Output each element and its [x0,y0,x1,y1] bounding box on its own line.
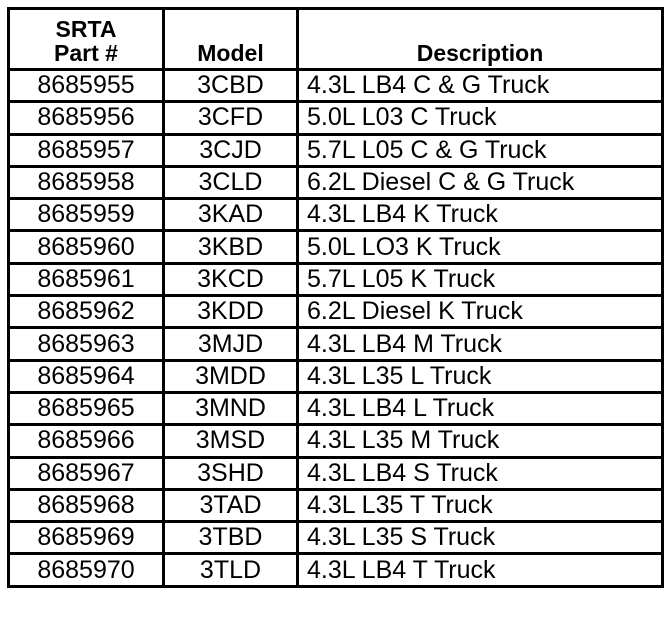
model-cell: 3TAD [164,489,298,521]
model-cell: 3MDD [164,360,298,392]
model-cell: 3MSD [164,425,298,457]
description-cell: 4.3L L35 L Truck [298,360,663,392]
table-row [9,134,663,166]
table-row [9,457,663,489]
table-header [9,9,663,70]
description-cell: 4.3L LB4 S Truck [298,457,663,489]
part-number-cell: 8685965 [9,392,164,424]
part-number-cell: 8685962 [9,296,164,328]
model-cell: 3TBD [164,522,298,554]
header-srta-part [9,9,164,70]
description-cell: 5.0L L03 C Truck [298,102,663,134]
description-cell: 6.2L Diesel C & G Truck [298,166,663,198]
table-row [9,360,663,392]
description-cell: 4.3L LB4 K Truck [298,199,663,231]
model-cell: 3CBD [164,70,298,102]
header-row [9,9,663,70]
part-number-cell: 8685957 [9,134,164,166]
description-cell: 5.7L L05 C & G Truck [298,134,663,166]
model-cell: 3KCD [164,263,298,295]
model-cell: 3KDD [164,296,298,328]
table-row [9,489,663,521]
table-row [9,199,663,231]
part-number-cell: 8685969 [9,522,164,554]
part-number-cell: 8685967 [9,457,164,489]
description-cell: 5.7L L05 K Truck [298,263,663,295]
model-cell: 3CJD [164,134,298,166]
table-row [9,522,663,554]
table-body [9,70,663,587]
table-row [9,425,663,457]
part-number-cell: 8685956 [9,102,164,134]
part-number-cell: 8685966 [9,425,164,457]
description-cell: 4.3L L35 S Truck [298,522,663,554]
header-srta-label: SRTA [55,15,117,42]
description-cell: 4.3L LB4 M Truck [298,328,663,360]
header-part-number-label: Part # [54,39,118,66]
description-cell: 6.2L Diesel K Truck [298,296,663,328]
parts-table [7,7,664,588]
table-row [9,328,663,360]
part-number-cell: 8685961 [9,263,164,295]
part-number-cell: 8685968 [9,489,164,521]
part-number-cell: 8685959 [9,199,164,231]
table-row [9,231,663,263]
table-row [9,296,663,328]
model-cell: 3SHD [164,457,298,489]
description-cell: 4.3L LB4 C & G Truck [298,70,663,102]
description-cell: 4.3L LB4 L Truck [298,392,663,424]
header-description: Description [298,9,663,70]
model-cell: 3MND [164,392,298,424]
part-number-cell: 8685970 [9,554,164,586]
model-cell: 3MJD [164,328,298,360]
model-cell: 3CFD [164,102,298,134]
model-cell: 3KBD [164,231,298,263]
table-row [9,554,663,586]
part-number-cell: 8685964 [9,360,164,392]
part-number-cell: 8685955 [9,70,164,102]
description-cell: 5.0L LO3 K Truck [298,231,663,263]
description-cell: 4.3L L35 T Truck [298,489,663,521]
table-row [9,70,663,102]
table-row [9,263,663,295]
part-number-cell: 8685960 [9,231,164,263]
table-row [9,102,663,134]
model-cell: 3KAD [164,199,298,231]
part-number-cell: 8685963 [9,328,164,360]
description-cell: 4.3L LB4 T Truck [298,554,663,586]
description-cell: 4.3L L35 M Truck [298,425,663,457]
header-model: Model [164,9,298,70]
table-row [9,166,663,198]
table-row [9,392,663,424]
model-cell: 3CLD [164,166,298,198]
part-number-cell: 8685958 [9,166,164,198]
model-cell: 3TLD [164,554,298,586]
